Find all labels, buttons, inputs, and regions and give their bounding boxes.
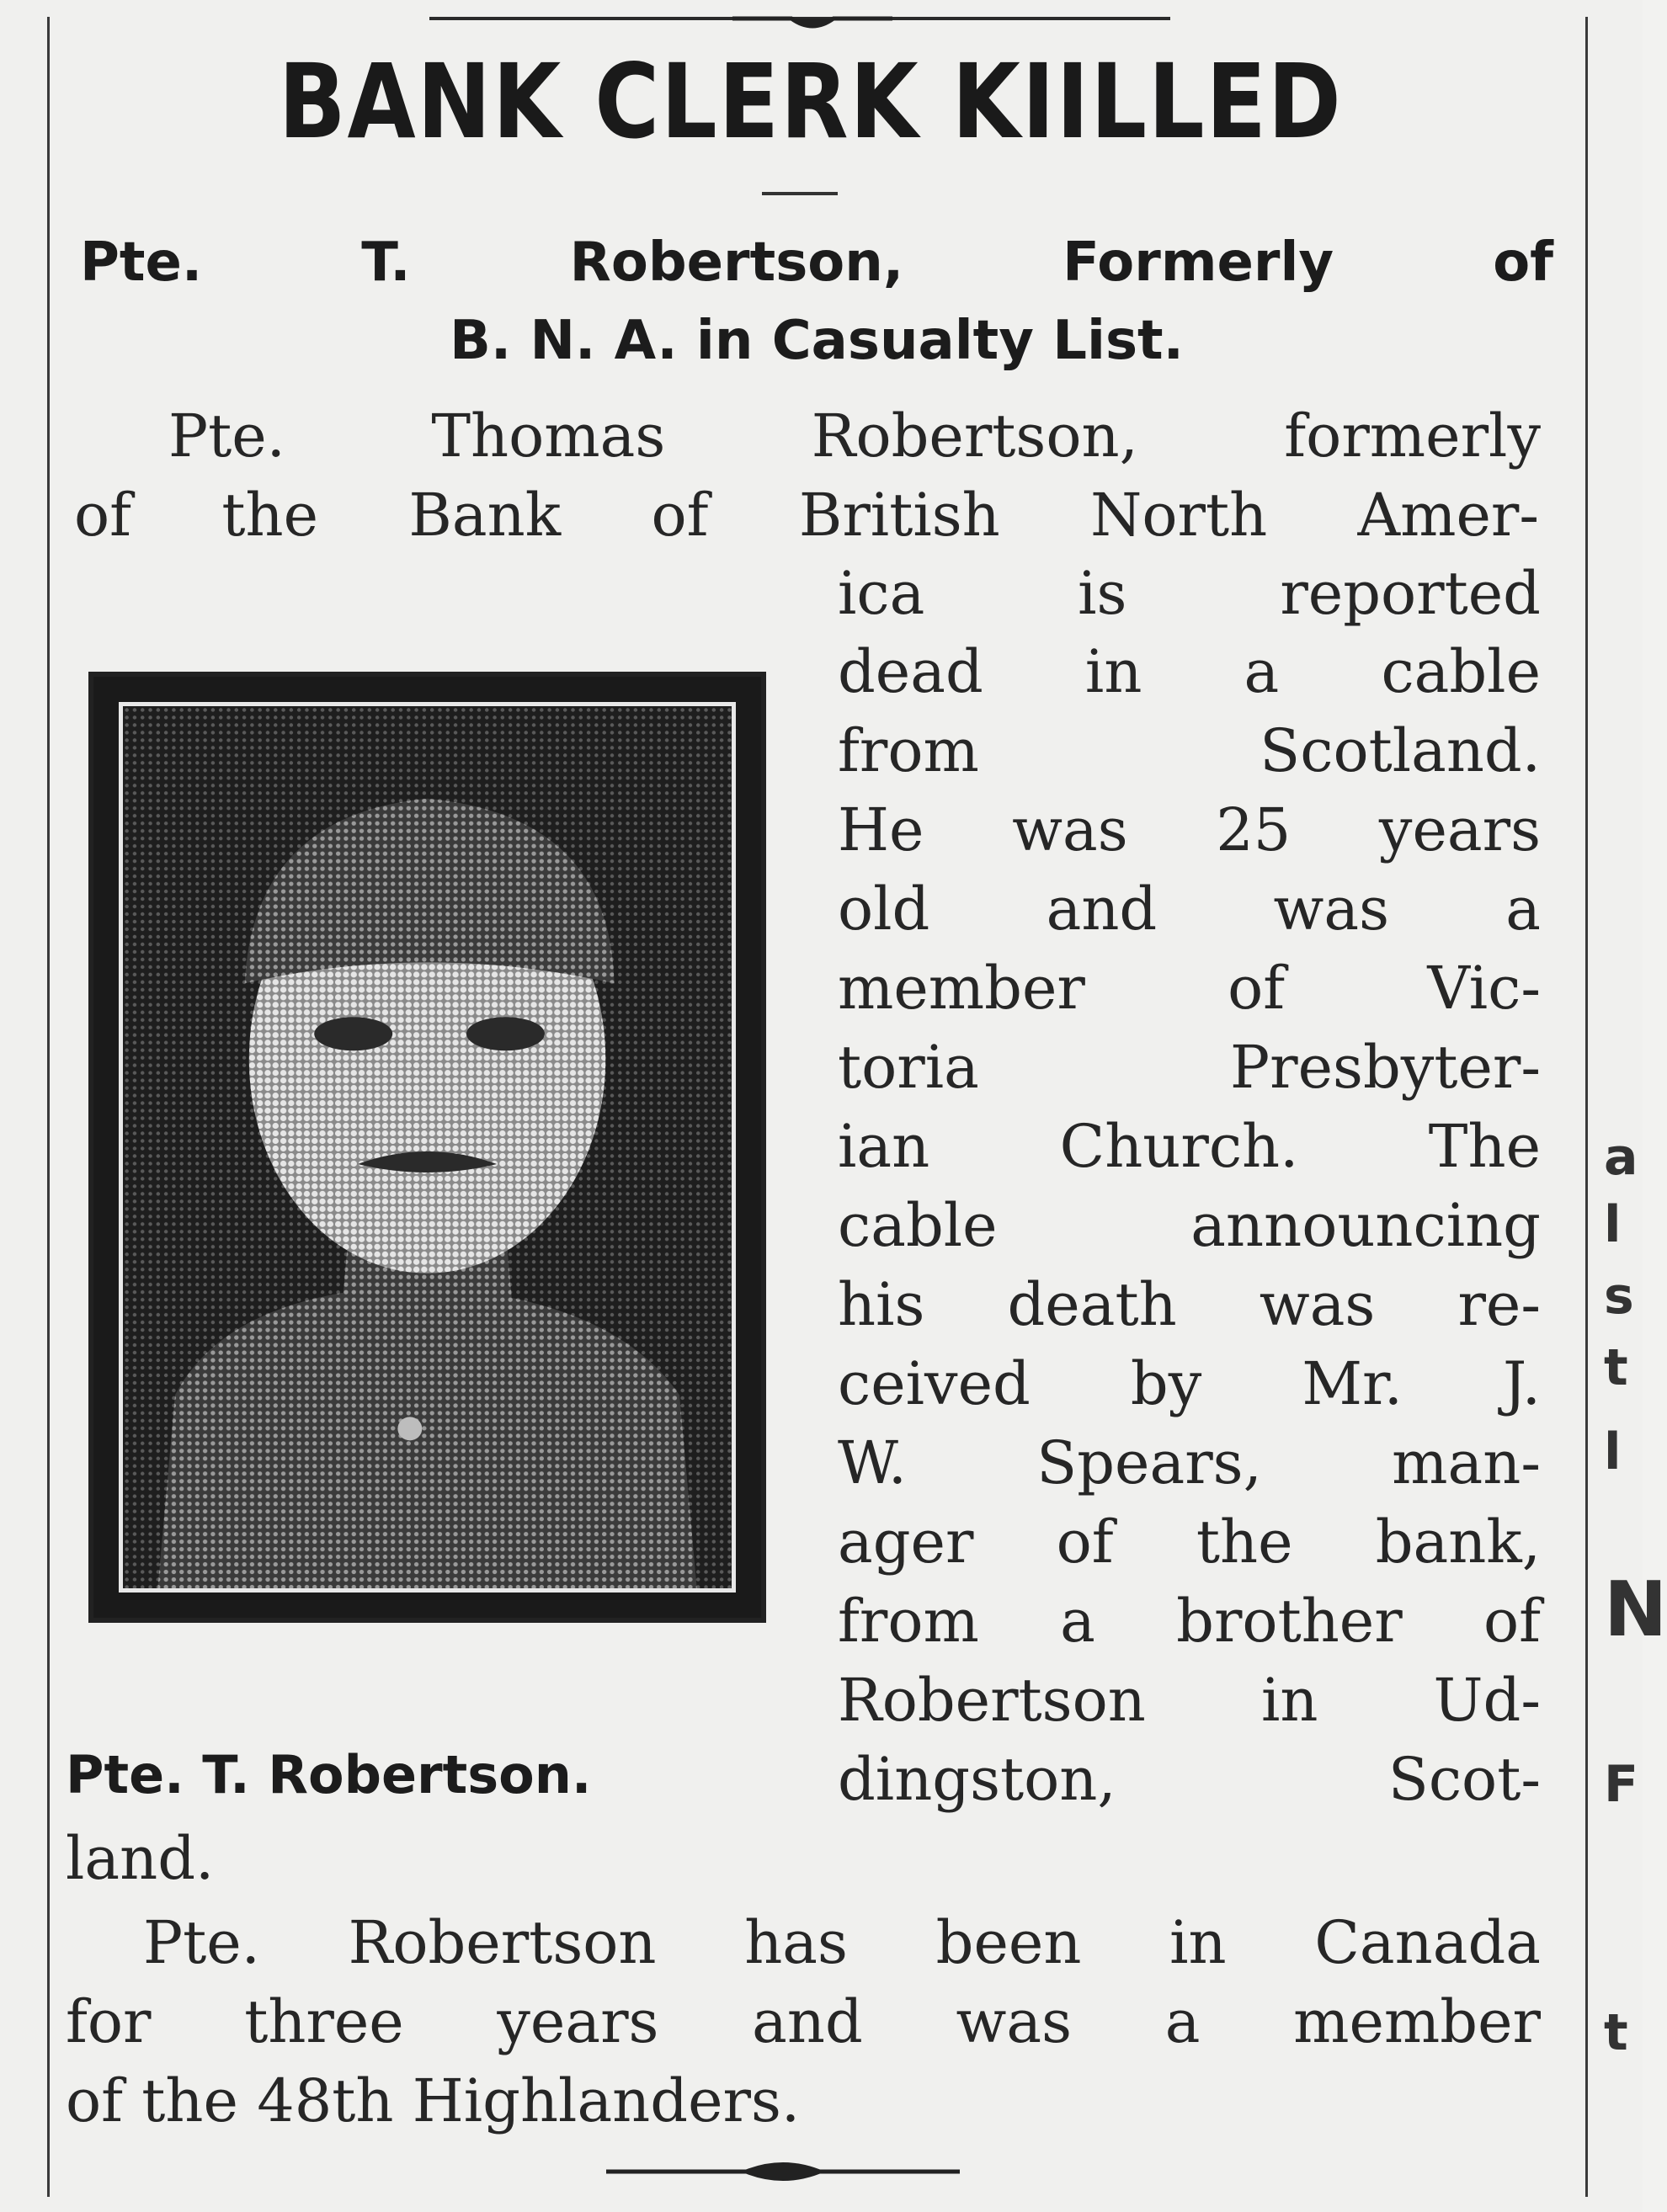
body-line: of the 48th Highlanders. [66, 2066, 801, 2135]
body-line: his death was re- [838, 1270, 1541, 1339]
neighbor-column-fragment: l [1604, 1195, 1622, 1254]
body-line: dingston, Scot- [838, 1745, 1541, 1814]
body-line: land. [66, 1824, 215, 1893]
body-line: Robertson in Ud- [838, 1666, 1541, 1735]
body-line: ceived by Mr. J. [838, 1349, 1541, 1418]
body-line: ager of the bank, [838, 1507, 1541, 1577]
neighbor-column-fragment: t [1604, 1338, 1628, 1397]
body-line: Pte. Robertson has been in Canada [143, 1908, 1541, 1977]
neighbor-column-fragment: F [1604, 1755, 1638, 1814]
soldier-portrait-icon [123, 706, 732, 1588]
body-line: toria Presbyter- [838, 1033, 1541, 1102]
portrait-photo [119, 702, 736, 1593]
neighbor-column-fragment: t [1604, 2003, 1628, 2062]
bottom-ornament [606, 2155, 960, 2188]
top-ornament [732, 15, 892, 32]
neighbor-column-fragment: l [1604, 1422, 1622, 1481]
body-line: ian Church. The [838, 1112, 1541, 1181]
body-line: old and was a [838, 875, 1541, 944]
body-line: ica is reported [838, 559, 1541, 628]
neighbor-column-fragment: a [1604, 1128, 1638, 1187]
neighbor-column-fragment: N [1604, 1566, 1667, 1654]
neighbor-column-fragment: s [1604, 1267, 1634, 1326]
photo-caption: Pte. T. Robertson. [66, 1744, 592, 1805]
body-line: for three years and was a member [66, 1987, 1541, 2056]
body-line: Pte. Thomas Robertson, formerly [168, 401, 1541, 471]
subheadline-line-2: B. N. A. in Casualty List. [450, 310, 1184, 372]
body-line: W. Spears, man- [838, 1428, 1541, 1497]
body-line: from a brother of [838, 1587, 1541, 1656]
body-line: He was 25 years [838, 795, 1541, 864]
portrait-photo-frame [88, 672, 766, 1623]
headline: BANK CLERK KIILLED [278, 42, 1343, 162]
left-column-rule [47, 17, 50, 2197]
body-line: from Scotland. [838, 716, 1541, 785]
body-line: cable announcing [838, 1191, 1541, 1260]
body-line: of the Bank of British North Amer- [74, 481, 1539, 550]
body-line: dead in a cable [838, 637, 1541, 706]
right-column-rule [1585, 17, 1588, 2197]
headline-divider [762, 192, 838, 195]
body-line: member of Vic- [838, 954, 1541, 1023]
subheadline-line-1: Pte. T. Robertson, Formerly of [80, 231, 1553, 294]
